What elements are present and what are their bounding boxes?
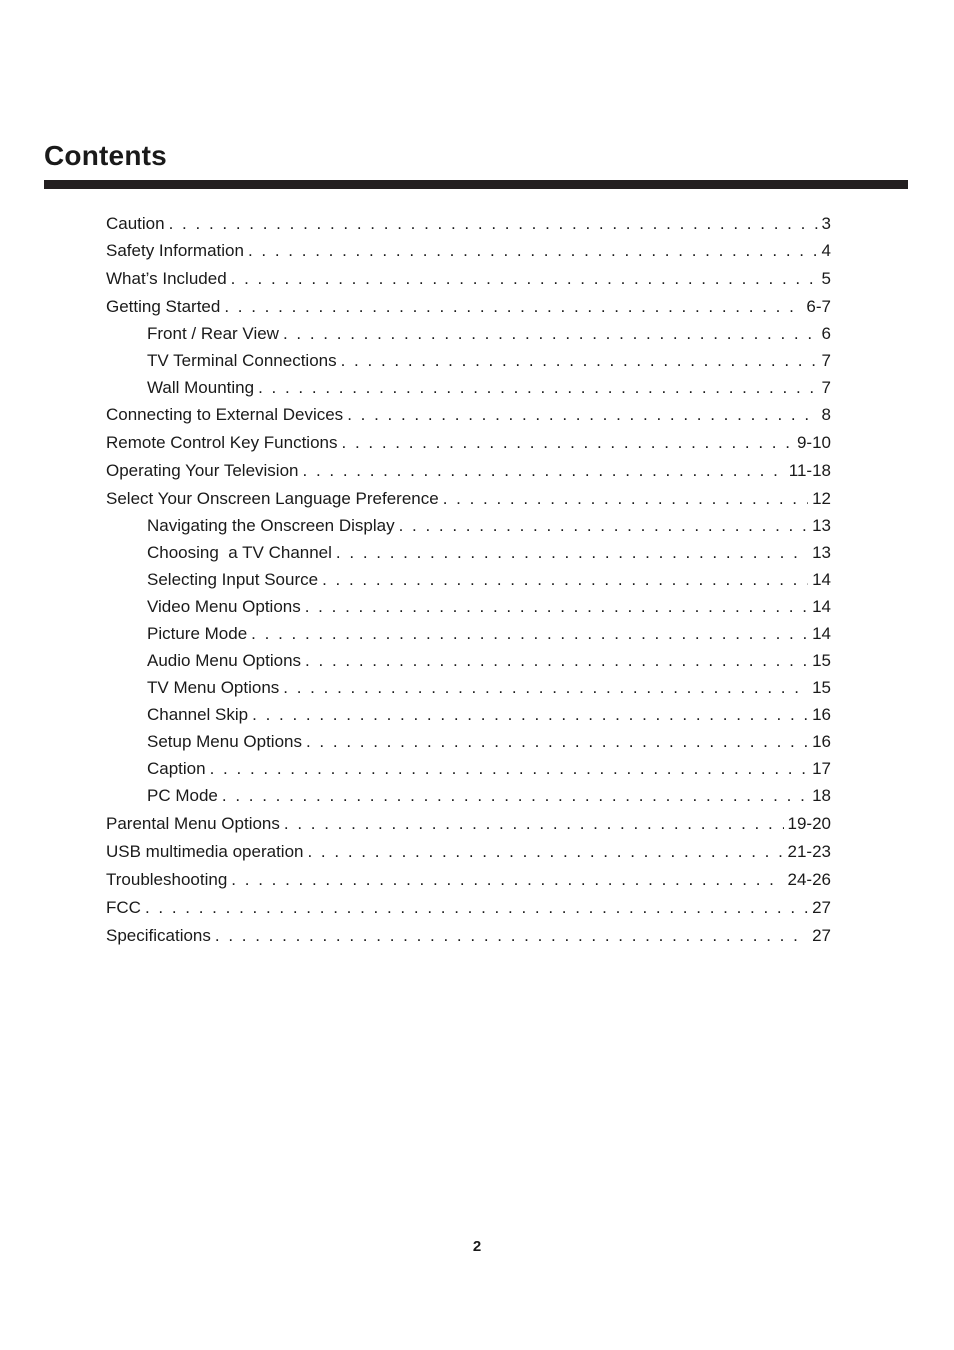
toc-entry-page: 27 — [812, 926, 831, 945]
dot-leader — [231, 265, 818, 293]
toc-entry-page: 6 — [821, 324, 831, 343]
toc-entry-title: Setup Menu Options — [147, 732, 302, 751]
toc-entry-getting-started[interactable] — [106, 293, 831, 320]
toc-entry-operating-your-television[interactable] — [106, 457, 831, 485]
toc-entry-selecting-input-source[interactable] — [106, 566, 831, 593]
toc-entry-fcc[interactable] — [106, 894, 831, 922]
dot-leader — [342, 429, 793, 457]
toc-entry-page: 27 — [812, 898, 831, 917]
toc-entry-page: 13 — [812, 516, 831, 535]
toc-entry-video-menu-options[interactable] — [106, 593, 831, 620]
table-of-contents — [106, 210, 831, 950]
dot-leader — [307, 838, 783, 866]
toc-entry-title: Operating Your Television — [106, 461, 299, 480]
dot-leader — [231, 866, 783, 894]
page-title: Contents — [44, 140, 167, 171]
toc-entry-page: 16 — [812, 732, 831, 751]
toc-entry-select-onscreen-language[interactable] — [106, 485, 831, 512]
toc-entry-page: 8 — [821, 405, 831, 424]
toc-entry-page: 14 — [812, 624, 831, 643]
dot-leader — [322, 566, 808, 593]
toc-entry-title: TV Terminal Connections — [147, 351, 337, 370]
toc-entry-title: Getting Started — [106, 297, 221, 316]
toc-entry-page: 13 — [812, 543, 831, 562]
toc-entry-title: Safety Information — [106, 241, 244, 260]
dot-leader — [222, 782, 808, 810]
title-rule — [44, 180, 908, 189]
toc-entry-title: Troubleshooting — [106, 870, 228, 889]
toc-entry-page: 24-26 — [787, 870, 831, 889]
toc-entry-page: 15 — [812, 651, 831, 670]
toc-entry-setup-menu-options[interactable] — [106, 728, 831, 755]
toc-entry-connecting-external-devices[interactable] — [106, 401, 831, 429]
toc-entry-page: 17 — [812, 759, 831, 778]
toc-entry-title: PC Mode — [147, 786, 218, 805]
toc-entry-audio-menu-options[interactable] — [106, 647, 831, 674]
dot-leader — [399, 512, 809, 539]
dot-leader — [305, 593, 808, 620]
toc-entry-usb-multimedia-operation[interactable] — [106, 838, 831, 866]
toc-entry-title: Front / Rear View — [147, 324, 279, 343]
toc-entry-page: 3 — [821, 214, 831, 233]
toc-entry-title: Video Menu Options — [147, 597, 301, 616]
dot-leader — [145, 894, 808, 922]
toc-entry-page: 16 — [812, 705, 831, 724]
toc-entry-title: Navigating the Onscreen Display — [147, 516, 395, 535]
toc-entry-title: Choosing a TV Channel — [147, 543, 332, 562]
dot-leader — [305, 647, 808, 674]
toc-entry-page: 5 — [821, 269, 831, 288]
toc-entry-title: Picture Mode — [147, 624, 248, 643]
toc-entry-title: Remote Control Key Functions — [106, 433, 338, 452]
toc-entry-title: Caution — [106, 214, 165, 233]
toc-entry-channel-skip[interactable] — [106, 701, 831, 728]
toc-entry-title: Channel Skip — [147, 705, 249, 724]
toc-entry-front-rear-view[interactable] — [106, 320, 831, 347]
toc-entry-title: Parental Menu Options — [106, 814, 280, 833]
dot-leader — [336, 539, 808, 566]
toc-entry-page: 7 — [821, 351, 831, 370]
dot-leader — [169, 210, 818, 237]
toc-entry-parental-menu-options[interactable] — [106, 810, 831, 838]
dot-leader — [258, 374, 817, 401]
dot-leader — [210, 755, 808, 782]
page-number: 2 — [472, 1238, 482, 1255]
dot-leader — [251, 620, 808, 647]
toc-entry-whats-included[interactable] — [106, 265, 831, 293]
dot-leader — [443, 485, 808, 512]
toc-entry-title: Selecting Input Source — [147, 570, 319, 589]
toc-entry-tv-menu-options[interactable] — [106, 674, 831, 701]
dot-leader — [306, 728, 808, 755]
toc-entry-wall-mounting[interactable] — [106, 374, 831, 401]
dot-leader — [215, 922, 808, 950]
toc-entry-title: Wall Mounting — [147, 378, 255, 397]
toc-entry-title: Select Your Onscreen Language Preference — [106, 489, 439, 508]
toc-entry-page: 12 — [812, 489, 831, 508]
dot-leader — [224, 293, 802, 320]
toc-entry-title: Connecting to External Devices — [106, 405, 344, 424]
dot-leader — [283, 320, 818, 347]
toc-entry-title: USB multimedia operation — [106, 842, 304, 861]
dot-leader — [347, 401, 817, 429]
toc-entry-page: 14 — [812, 597, 831, 616]
toc-entry-caution[interactable] — [106, 210, 831, 237]
toc-entry-title: What’s Included — [106, 269, 227, 288]
dot-leader — [303, 457, 785, 485]
toc-entry-pc-mode[interactable] — [106, 782, 831, 810]
dot-leader — [248, 237, 818, 265]
toc-entry-picture-mode[interactable] — [106, 620, 831, 647]
toc-entry-page: 21-23 — [787, 842, 831, 861]
toc-entry-title: Caption — [147, 759, 206, 778]
toc-entry-page: 14 — [812, 570, 831, 589]
toc-entry-page: 6-7 — [806, 297, 831, 316]
toc-entry-page: 15 — [812, 678, 831, 697]
toc-entry-specifications[interactable] — [106, 922, 831, 950]
toc-entry-page: 4 — [821, 241, 831, 260]
toc-entry-title: TV Menu Options — [147, 678, 280, 697]
toc-entry-remote-control-key-functions[interactable] — [106, 429, 831, 457]
toc-entry-page: 19-20 — [787, 814, 831, 833]
dot-leader — [341, 347, 818, 374]
toc-entry-page: 9-10 — [796, 433, 831, 452]
toc-entry-troubleshooting[interactable] — [106, 866, 831, 894]
toc-entry-tv-terminal-connections[interactable] — [106, 347, 831, 374]
toc-entry-title: Specifications — [106, 926, 211, 945]
toc-entry-page: 11-18 — [788, 461, 831, 480]
toc-entry-page: 18 — [812, 786, 831, 805]
toc-entry-choosing-tv-channel[interactable] — [106, 539, 831, 566]
toc-entry-title: Audio Menu Options — [147, 651, 302, 670]
toc-entry-title: FCC — [106, 898, 141, 917]
toc-entry-navigating-onscreen-display[interactable] — [106, 512, 831, 539]
toc-entry-page: 7 — [821, 378, 831, 397]
toc-entry-safety-information[interactable] — [106, 237, 831, 265]
dot-leader — [252, 701, 808, 728]
dot-leader — [283, 674, 808, 701]
dot-leader — [284, 810, 784, 838]
toc-entry-caption[interactable] — [106, 755, 831, 782]
